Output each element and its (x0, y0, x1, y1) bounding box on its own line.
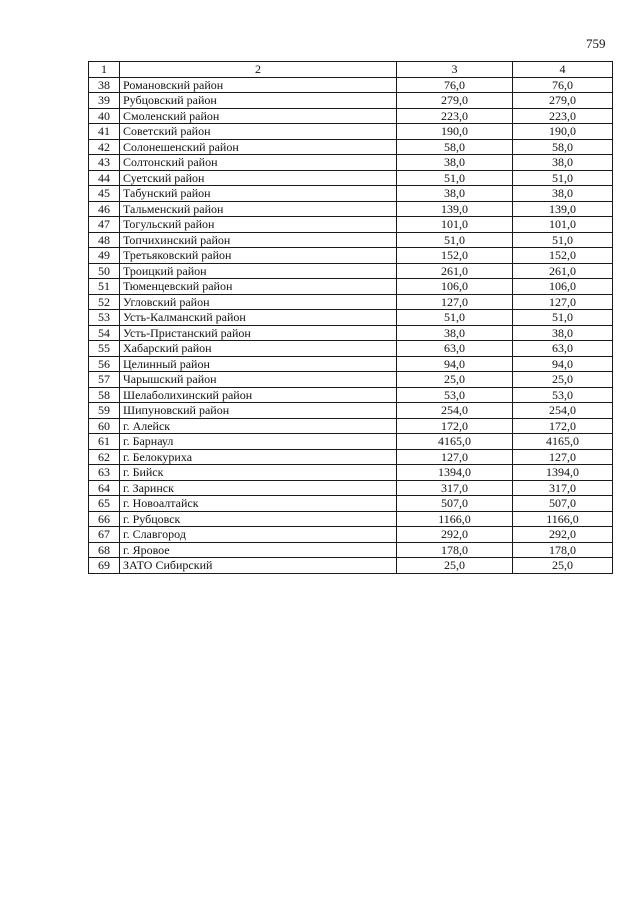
municipality-name: Шелаболихинский район (120, 387, 397, 403)
value-col-4: 152,0 (513, 248, 613, 264)
municipality-name: г. Алейск (120, 418, 397, 434)
municipality-name: Тюменцевский район (120, 279, 397, 295)
municipality-name: Топчихинский район (120, 232, 397, 248)
table-row (89, 279, 613, 295)
value-col-4: 94,0 (513, 356, 613, 372)
value-col-3: 63,0 (397, 341, 513, 357)
table-row (89, 434, 613, 450)
municipality-name: г. Славгород (120, 527, 397, 543)
row-number: 38 (89, 77, 120, 93)
value-col-3: 38,0 (397, 325, 513, 341)
value-col-3: 190,0 (397, 124, 513, 140)
value-col-3: 53,0 (397, 387, 513, 403)
table-row (89, 232, 613, 248)
row-number: 58 (89, 387, 120, 403)
value-col-3: 101,0 (397, 217, 513, 233)
value-col-4: 4165,0 (513, 434, 613, 450)
municipality-name: Третьяковский район (120, 248, 397, 264)
municipality-name: Смоленский район (120, 108, 397, 124)
value-col-4: 127,0 (513, 294, 613, 310)
municipality-name: г. Яровое (120, 542, 397, 558)
municipality-name: Шипуновский район (120, 403, 397, 419)
value-col-4: 38,0 (513, 186, 613, 202)
value-col-4: 58,0 (513, 139, 613, 155)
value-col-3: 51,0 (397, 232, 513, 248)
table-row (89, 170, 613, 186)
row-number: 56 (89, 356, 120, 372)
table-row (89, 558, 613, 574)
value-col-3: 76,0 (397, 77, 513, 93)
row-number: 54 (89, 325, 120, 341)
row-number: 47 (89, 217, 120, 233)
value-col-4: 51,0 (513, 232, 613, 248)
row-number: 52 (89, 294, 120, 310)
row-number: 45 (89, 186, 120, 202)
municipality-name: ЗАТО Сибирский (120, 558, 397, 574)
value-col-4: 38,0 (513, 325, 613, 341)
column-header-3: 3 (397, 62, 513, 78)
municipality-name: г. Бийск (120, 465, 397, 481)
value-col-3: 127,0 (397, 449, 513, 465)
value-col-3: 507,0 (397, 496, 513, 512)
municipality-name: Усть-Калманский район (120, 310, 397, 326)
municipality-name: Троицкий район (120, 263, 397, 279)
value-col-3: 127,0 (397, 294, 513, 310)
row-number: 40 (89, 108, 120, 124)
table-row (89, 372, 613, 388)
municipality-name: Рубцовский район (120, 93, 397, 109)
municipality-name: Солтонский район (120, 155, 397, 171)
value-col-4: 317,0 (513, 480, 613, 496)
municipality-name: г. Заринск (120, 480, 397, 496)
value-col-3: 25,0 (397, 372, 513, 388)
table-row (89, 542, 613, 558)
value-col-3: 139,0 (397, 201, 513, 217)
value-col-4: 223,0 (513, 108, 613, 124)
municipality-name: Тальменский район (120, 201, 397, 217)
table-row (89, 124, 613, 140)
column-header-4: 4 (513, 62, 613, 78)
value-col-3: 223,0 (397, 108, 513, 124)
value-col-3: 51,0 (397, 310, 513, 326)
row-number: 68 (89, 542, 120, 558)
value-col-4: 507,0 (513, 496, 613, 512)
value-col-3: 152,0 (397, 248, 513, 264)
value-col-4: 190,0 (513, 124, 613, 140)
table-row (89, 387, 613, 403)
table-row (89, 201, 613, 217)
value-col-4: 279,0 (513, 93, 613, 109)
table-body (89, 77, 613, 573)
table-row (89, 155, 613, 171)
value-col-3: 172,0 (397, 418, 513, 434)
municipality-name: г. Белокуриха (120, 449, 397, 465)
table-row (89, 310, 613, 326)
municipality-name: г. Новоалтайск (120, 496, 397, 512)
row-number: 67 (89, 527, 120, 543)
value-col-4: 254,0 (513, 403, 613, 419)
row-number: 41 (89, 124, 120, 140)
value-col-4: 38,0 (513, 155, 613, 171)
value-col-4: 76,0 (513, 77, 613, 93)
municipality-name: Чарышский район (120, 372, 397, 388)
municipality-name: Усть-Пристанский район (120, 325, 397, 341)
row-number: 51 (89, 279, 120, 295)
row-number: 44 (89, 170, 120, 186)
table-row (89, 449, 613, 465)
value-col-4: 63,0 (513, 341, 613, 357)
table-row (89, 139, 613, 155)
value-col-3: 292,0 (397, 527, 513, 543)
value-col-3: 38,0 (397, 186, 513, 202)
value-col-3: 25,0 (397, 558, 513, 574)
municipality-name: Тогульский район (120, 217, 397, 233)
value-col-4: 51,0 (513, 170, 613, 186)
value-col-3: 279,0 (397, 93, 513, 109)
value-col-4: 53,0 (513, 387, 613, 403)
value-col-3: 38,0 (397, 155, 513, 171)
value-col-4: 178,0 (513, 542, 613, 558)
row-number: 59 (89, 403, 120, 419)
row-number: 64 (89, 480, 120, 496)
column-header-2: 2 (120, 62, 397, 78)
row-number: 57 (89, 372, 120, 388)
column-header-1: 1 (89, 62, 120, 78)
value-col-3: 58,0 (397, 139, 513, 155)
row-number: 60 (89, 418, 120, 434)
value-col-3: 261,0 (397, 263, 513, 279)
row-number: 42 (89, 139, 120, 155)
municipality-name: Суетский район (120, 170, 397, 186)
table-row (89, 217, 613, 233)
table-row (89, 356, 613, 372)
table-row (89, 93, 613, 109)
value-col-3: 178,0 (397, 542, 513, 558)
value-col-4: 127,0 (513, 449, 613, 465)
row-number: 62 (89, 449, 120, 465)
value-col-3: 106,0 (397, 279, 513, 295)
row-number: 43 (89, 155, 120, 171)
municipality-name: Романовский район (120, 77, 397, 93)
table-row (89, 403, 613, 419)
value-col-4: 1166,0 (513, 511, 613, 527)
value-col-4: 139,0 (513, 201, 613, 217)
value-col-4: 25,0 (513, 372, 613, 388)
value-col-4: 261,0 (513, 263, 613, 279)
table-row (89, 186, 613, 202)
value-col-4: 101,0 (513, 217, 613, 233)
value-col-4: 172,0 (513, 418, 613, 434)
row-number: 66 (89, 511, 120, 527)
row-number: 48 (89, 232, 120, 248)
table-row (89, 294, 613, 310)
municipality-name: Хабарский район (120, 341, 397, 357)
table-row (89, 511, 613, 527)
table-row (89, 480, 613, 496)
value-col-3: 317,0 (397, 480, 513, 496)
table-row (89, 496, 613, 512)
table-row (89, 77, 613, 93)
municipality-name: Целинный район (120, 356, 397, 372)
page-number: 759 (586, 36, 606, 51)
table-row (89, 325, 613, 341)
value-col-4: 106,0 (513, 279, 613, 295)
value-col-4: 51,0 (513, 310, 613, 326)
municipality-name: г. Барнаул (120, 434, 397, 450)
table-row (89, 341, 613, 357)
value-col-3: 4165,0 (397, 434, 513, 450)
table-row (89, 465, 613, 481)
municipality-name: Табунский район (120, 186, 397, 202)
municipality-name: г. Рубцовск (120, 511, 397, 527)
value-col-3: 94,0 (397, 356, 513, 372)
row-number: 55 (89, 341, 120, 357)
table-row (89, 108, 613, 124)
municipality-name: Советский район (120, 124, 397, 140)
row-number: 61 (89, 434, 120, 450)
table-row (89, 248, 613, 264)
table-row (89, 263, 613, 279)
table-header-row (89, 62, 613, 78)
row-number: 63 (89, 465, 120, 481)
row-number: 69 (89, 558, 120, 574)
row-number: 49 (89, 248, 120, 264)
table-row (89, 418, 613, 434)
row-number: 50 (89, 263, 120, 279)
row-number: 65 (89, 496, 120, 512)
municipality-name: Угловский район (120, 294, 397, 310)
row-number: 46 (89, 201, 120, 217)
value-col-4: 25,0 (513, 558, 613, 574)
value-col-3: 254,0 (397, 403, 513, 419)
row-number: 39 (89, 93, 120, 109)
data-table (88, 61, 613, 574)
value-col-3: 1166,0 (397, 511, 513, 527)
row-number: 53 (89, 310, 120, 326)
value-col-4: 292,0 (513, 527, 613, 543)
municipality-name: Солонешенский район (120, 139, 397, 155)
value-col-3: 1394,0 (397, 465, 513, 481)
table-row (89, 527, 613, 543)
value-col-3: 51,0 (397, 170, 513, 186)
value-col-4: 1394,0 (513, 465, 613, 481)
